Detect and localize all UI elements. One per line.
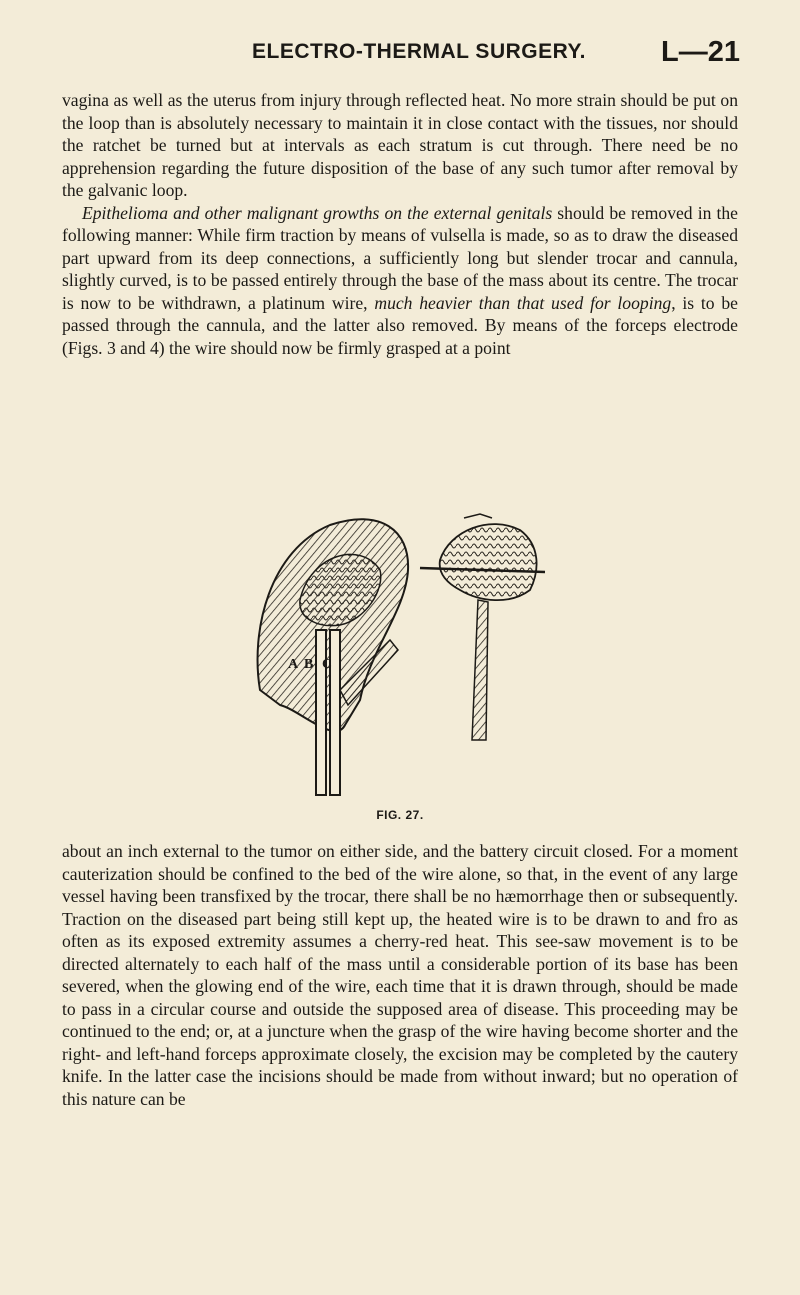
figure-caption: FIG. 27. bbox=[376, 808, 424, 822]
text-block-top bbox=[62, 89, 738, 359]
tumor-with-wire-drawing bbox=[420, 514, 545, 740]
italic-phrase: Epithelioma and other malignant growths on the external genitals bbox=[82, 202, 553, 223]
figure-label-c: C bbox=[322, 657, 333, 672]
running-title: ELECTRO-THERMAL SURGERY. bbox=[252, 40, 587, 63]
paragraph-text: should be removed in the following manner: While firm traction by means of vulsella is made, so as to draw the diseased part upward from its deep connections, a sufficiently long but slender trocar and cannula, slightly curved, is to be passed entirely through the base of the mass about its centre. The trocar is now to be withdrawn, a platinum wire, bbox=[62, 202, 738, 313]
paragraph: vagina as well as the uterus from injury through reflected heat. No more strain should be put on the loop than is absolutely necessary to maintain it in close contact with the tissues, nor should the ratchet be turned but at intervals as each stratum is cut through. There need be no apprehension regarding the future disposition of the base of any such tumor after removal by the galvanic loop. bbox=[62, 90, 738, 200]
tumor-cross-section-drawing bbox=[258, 519, 409, 795]
paragraph-text: , is to be passed through the cannula, and the latter also removed. By means of the forceps electrode (Figs. 3 and 4) the wire should now be firmly grasped at a point bbox=[62, 292, 738, 358]
paragraph bbox=[62, 202, 738, 360]
figure-label-a: A bbox=[288, 657, 299, 672]
running-header bbox=[62, 36, 740, 76]
text-block-bottom bbox=[62, 840, 738, 1110]
italic-phrase: much heavier than that used for looping bbox=[374, 292, 672, 313]
paragraph: about an inch external to the tumor on either side, and the battery circuit closed. For a moment cauterization should be confined to the bed of the wire alone, so that, in the event of any large vessel having been transfixed by the trocar, there shall be no hæmorrhage then or subsequently. Traction on the diseased part being still kept up, the heated wire is to be drawn to and fro as often as its exposed extremity assumes a cherry-red heat. This see-saw movement is to be directed alternately to each half of the mass until a considerable portion of its base has been severed, when the glowing end of the wire, each time that it is drawn through, should be made to pass in a circular course and outside the supposed area of disease. This proceeding may be continued to the end; or, at a juncture when the grasp of the wire having become shorter and the right- and left-hand forceps approximate closely, the excision may be completed by the cautery knife. In the latter case the incisions should be made from without inward; but no operation of this nature can be bbox=[62, 841, 738, 1109]
figure-illustration bbox=[240, 510, 610, 800]
page-number: L—21 bbox=[661, 36, 740, 68]
figure-label-b: B bbox=[304, 657, 314, 672]
